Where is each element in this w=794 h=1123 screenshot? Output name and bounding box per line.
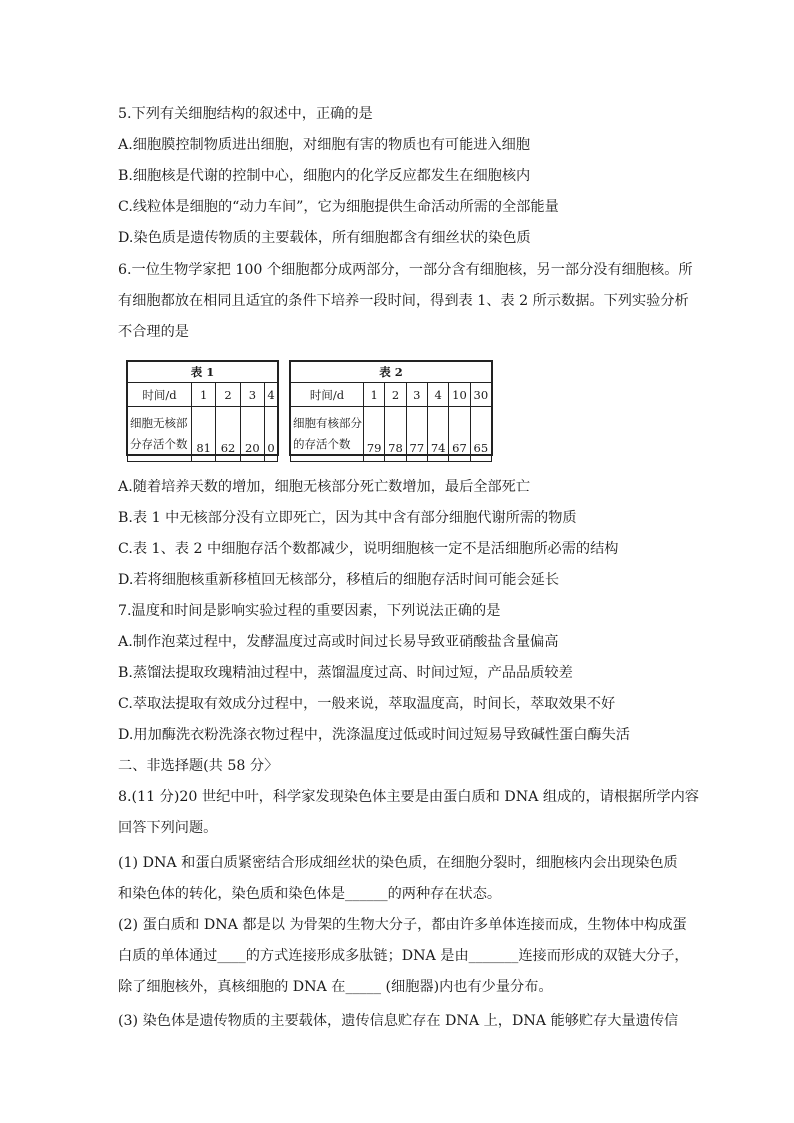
q6-option-a: A.随着培养天数的增加，细胞无核部分死亡数增加，最后全部死亡 xyxy=(118,479,531,495)
table2-caption: 表 2 xyxy=(291,362,492,383)
q7-option-c: C.萃取法提取有效成分过程中，一般来说，萃取温度高，时间长，萃取效果不好 xyxy=(118,696,616,712)
q5-option-a: A.细胞膜控制物质进出细胞，对细胞有害的物质也有可能进入细胞 xyxy=(118,137,531,153)
table-2 xyxy=(290,361,492,462)
q8-stem-line-2: 回答下列问题。 xyxy=(118,820,218,836)
table1-time-1: 1 xyxy=(192,383,216,407)
table2-value-2: 78 xyxy=(385,407,406,462)
table2-value-10: 67 xyxy=(449,407,470,462)
table2-row-label-line-2: 的存活个数 xyxy=(293,437,351,451)
table2-time-2: 2 xyxy=(385,383,406,407)
table2-value-3: 77 xyxy=(406,407,427,462)
table-1 xyxy=(127,361,278,462)
table2-time-3: 3 xyxy=(406,383,427,407)
table2-time-label: 时间/d xyxy=(291,383,364,407)
q6-stem-line-2: 有细胞都放在相同且适宜的条件下培养一段时间，得到表 1、表 2 所示数据。下列实验分析 xyxy=(118,293,689,309)
table1-row-label-line-1: 细胞无核部 xyxy=(130,416,188,430)
q8-sub2-line-3: 除了细胞核外，真核细胞的 DNA 在_____ (细胞器)内也有少量分布。 xyxy=(118,979,553,995)
table1-row-label-line-2: 分存活个数 xyxy=(130,437,188,451)
q7-stem: 7.温度和时间是影响实验过程的重要因素，下列说法正确的是 xyxy=(118,603,501,619)
q8-sub1-line-2: 和染色体的转化，染色质和染色体是______的两种存在状态。 xyxy=(118,886,502,902)
table2-value-1: 79 xyxy=(364,407,385,462)
q7-option-b: B.蒸馏法提取玫瑰精油过程中，蒸馏温度过高、时间过短，产品品质较差 xyxy=(118,665,573,681)
q6-option-c: C.表 1、表 2 中细胞存活个数都减少，说明细胞核一定不是活细胞所必需的结构 xyxy=(118,541,619,557)
q8-sub1-line-1: (1) DNA 和蛋白质紧密结合形成细丝状的染色质，在细胞分裂时，细胞核内会出现染色质 xyxy=(118,855,678,871)
table2-value-4: 74 xyxy=(427,407,448,462)
table2-value-30: 65 xyxy=(470,407,491,462)
table1-value-3: 20 xyxy=(240,407,264,462)
table2-row-label-line-1: 细胞有核部分 xyxy=(293,416,362,430)
table1-value-4: 0 xyxy=(265,407,278,462)
table1-value-1: 81 xyxy=(192,407,216,462)
q6-stem-line-1: 6.一位生物学家把 100 个细胞都分成两部分，一部分含有细胞核，另一部分没有细胞核。所 xyxy=(118,262,693,278)
q8-stem-line-1: 8.(11 分)20 世纪中叶，科学家发现染色体主要是由蛋白质和 DNA 组成的，请根据所学内容 xyxy=(118,789,699,805)
q8-sub2-line-1: (2) 蛋白质和 DNA 都是以 为骨架的生物大分子，都由许多单体连接而成，生物体中构成蛋 xyxy=(118,917,687,933)
section2-heading: 二、非选择题(共 58 分〉 xyxy=(118,758,279,774)
q8-sub2-line-2: 白质的单体通过____的方式连接形成多肽链；DNA 是由_______连接而形成的双链大分子， xyxy=(118,948,689,964)
q6-option-b: B.表 1 中无核部分没有立即死亡，因为其中含有部分细胞代谢所需的物质 xyxy=(118,510,577,526)
table1-caption: 表 1 xyxy=(128,362,278,383)
table2-time-4: 4 xyxy=(427,383,448,407)
table1-row-label xyxy=(128,407,192,462)
q7-option-a: A.制作泡菜过程中，发酵温度过高或时间过长易导致亚硝酸盐含量偏高 xyxy=(118,634,559,650)
q6-stem-line-3: 不合理的是 xyxy=(118,324,189,340)
table1-value-2: 62 xyxy=(216,407,240,462)
table2-time-10: 10 xyxy=(449,383,470,407)
table2-time-30: 30 xyxy=(470,383,491,407)
q7-option-d: D.用加酶洗衣粉洗涤衣物过程中，洗涤温度过低或时间过短易导致碱性蛋白酶失活 xyxy=(118,727,630,743)
q6-option-d: D.若将细胞核重新移植回无核部分，移植后的细胞存活时间可能会延长 xyxy=(118,572,560,588)
table1-time-4: 4 xyxy=(265,383,278,407)
q8-sub3-line-1: (3) 染色体是遗传物质的主要载体，遗传信息贮存在 DNA 上，DNA 能够贮存大量遗传信 xyxy=(118,1013,679,1029)
table1-time-3: 3 xyxy=(240,383,264,407)
q5-option-b: B.细胞核是代谢的控制中心，细胞内的化学反应都发生在细胞核内 xyxy=(118,168,531,184)
table1-time-label: 时间/d xyxy=(128,383,192,407)
q5-option-d: D.染色质是遗传物质的主要载体，所有细胞都含有细丝状的染色质 xyxy=(118,230,531,246)
table1-time-2: 2 xyxy=(216,383,240,407)
table2-row-label xyxy=(291,407,364,462)
q5-stem: 5.下列有关细胞结构的叙述中，正确的是 xyxy=(118,106,373,122)
q5-option-c: C.线粒体是细胞的“动力车间”，它为细胞提供生命活动所需的全部能量 xyxy=(118,199,559,215)
table2-time-1: 1 xyxy=(364,383,385,407)
